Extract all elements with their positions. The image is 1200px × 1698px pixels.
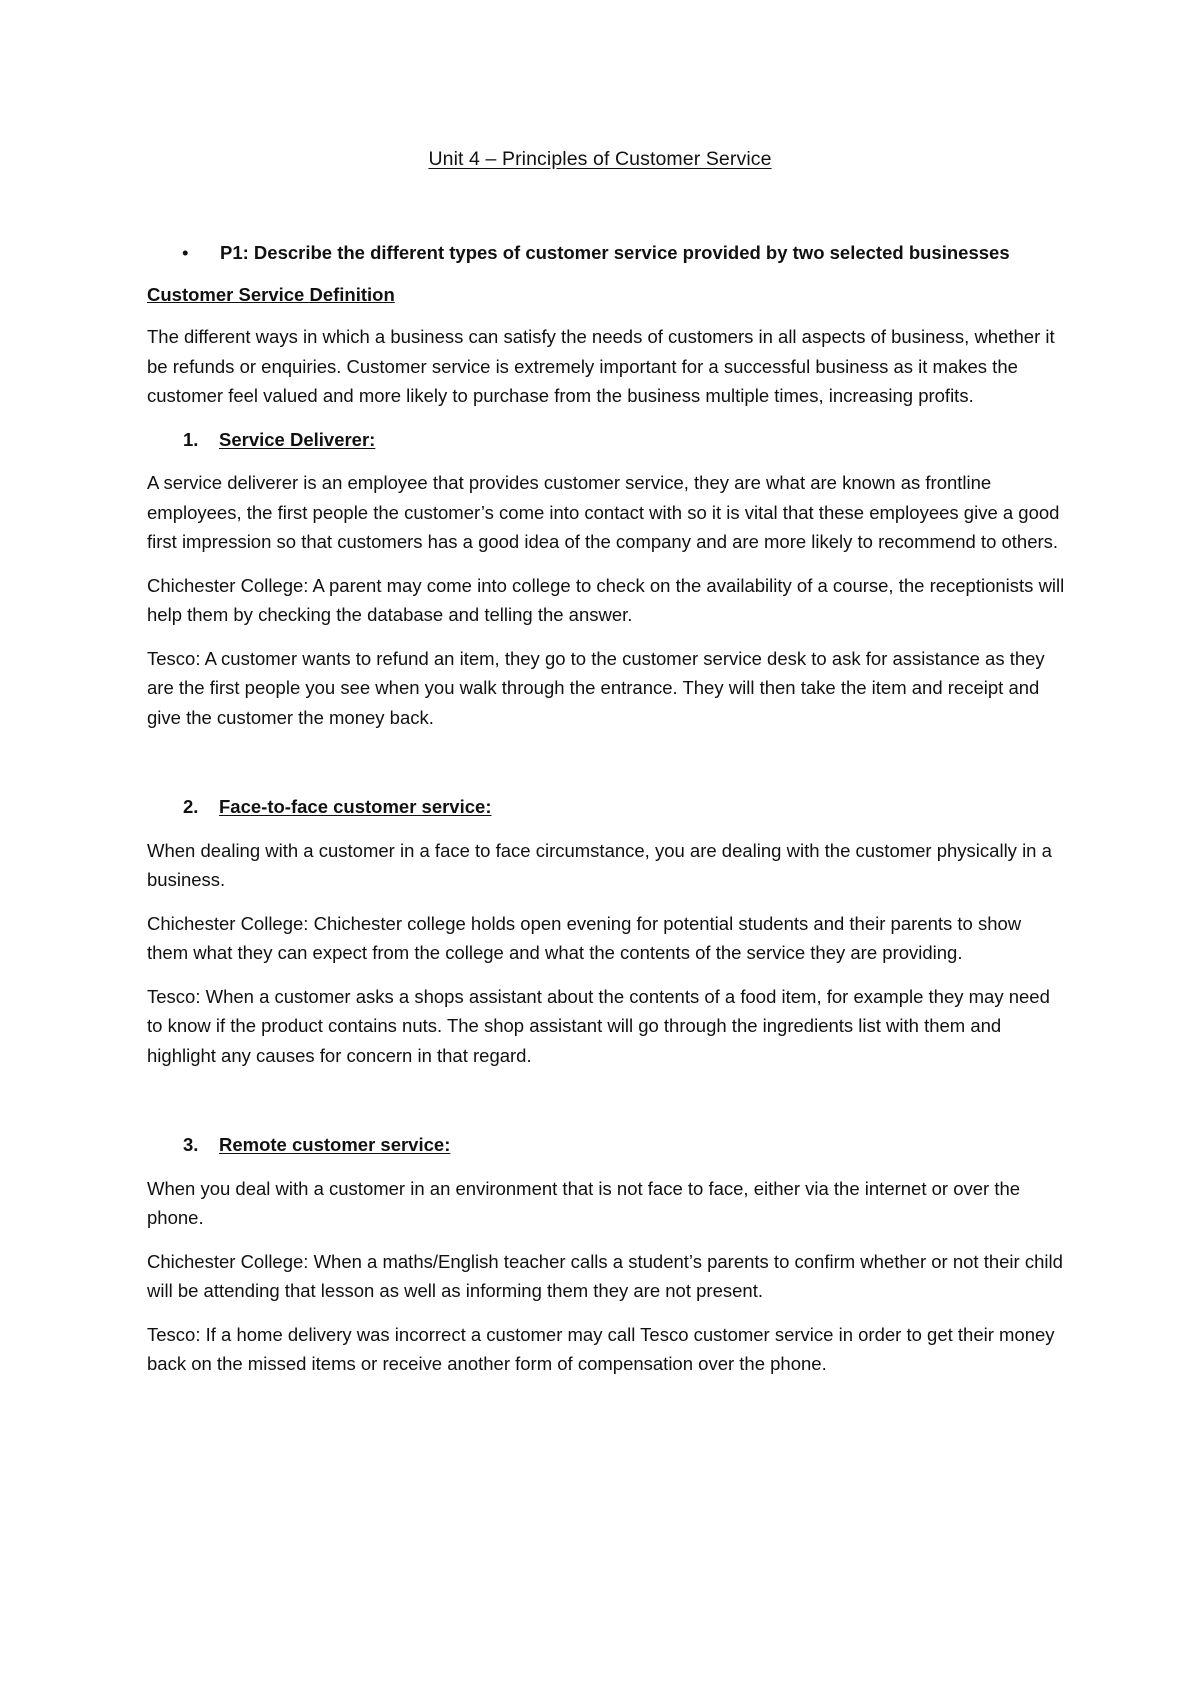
bullet-icon: • <box>182 242 189 263</box>
section-heading-remote <box>147 1130 1067 1160</box>
definition-text: The different ways in which a business can satisfy the needs of customers in all aspects of business, whether it be refunds or enquiries. Customer service is extremely important for a successful business as it makes the customer feel valued and more likely to purchase from the business multiple times, increasing profits. <box>147 326 1055 406</box>
section-title: Face-to-face customer service: <box>219 796 492 817</box>
spacer <box>147 1084 1067 1130</box>
objective-item <box>147 238 1067 268</box>
section-title: Remote customer service: <box>219 1134 451 1155</box>
section-paragraph: Tesco: If a home delivery was incorrect a customer may call Tesco customer service in order to get their money back on the missed items or receive another form of compensation over the phone. <box>147 1323 1055 1374</box>
definition-heading: Customer Service Definition <box>147 283 395 305</box>
section-paragraph: Tesco: When a customer asks a shops assistant about the contents of a food item, for example they may need to know if the product contains nuts. The shop assistant will go through the ingredients list with them and highlight any causes for concern in that regard. <box>147 985 1050 1066</box>
objective-text: P1: Describe the different types of customer service provided by two selected businesses <box>220 242 1010 263</box>
section-paragraph: Chichester College: Chichester college holds open evening for potential students and their parents to show them what they can expect from the college and what the contents of the service they are providing. <box>147 912 1022 963</box>
section-number: 1. <box>183 428 199 450</box>
section-heading-service-deliverer <box>147 425 1067 455</box>
section-paragraph: When dealing with a customer in a face to face circumstance, you are dealing with the customer physically in a business. <box>147 839 1052 890</box>
section-heading-face-to-face <box>147 792 1067 822</box>
section-paragraph: A service deliverer is an employee that provides customer service, they are what are known as frontline employees, the first people the customer’s come into contact with so it is vital that these employees give a good first impression so that customers has a good idea of the company and are more likely to recommend to others. <box>147 472 1060 552</box>
section-paragraph: When you deal with a customer in an environment that is not face to face, either via the internet or over the phone. <box>147 1177 1021 1228</box>
document-title: Unit 4 – Principles of Customer Service <box>428 148 772 170</box>
document-body <box>147 238 1067 1393</box>
section-title: Service Deliverer: <box>219 428 376 450</box>
spacer <box>147 746 1067 792</box>
section-paragraph: Chichester College: When a maths/English teacher calls a student’s parents to confirm whether or not their child will be attending that lesson as well as informing them they are not present. <box>147 1250 1063 1301</box>
section-number: 3. <box>183 1134 199 1155</box>
section-number: 2. <box>183 796 199 817</box>
section-paragraph: Chichester College: A parent may come into college to check on the availability of a course, the receptionists will help them by checking the database and telling the answer. <box>147 574 1065 625</box>
section-paragraph: Tesco: A customer wants to refund an item, they go to the customer service desk to ask for assistance as they are the first people you see when you walk through the entrance. They will then take the item and receipt and give the customer the money back. <box>147 647 1045 728</box>
